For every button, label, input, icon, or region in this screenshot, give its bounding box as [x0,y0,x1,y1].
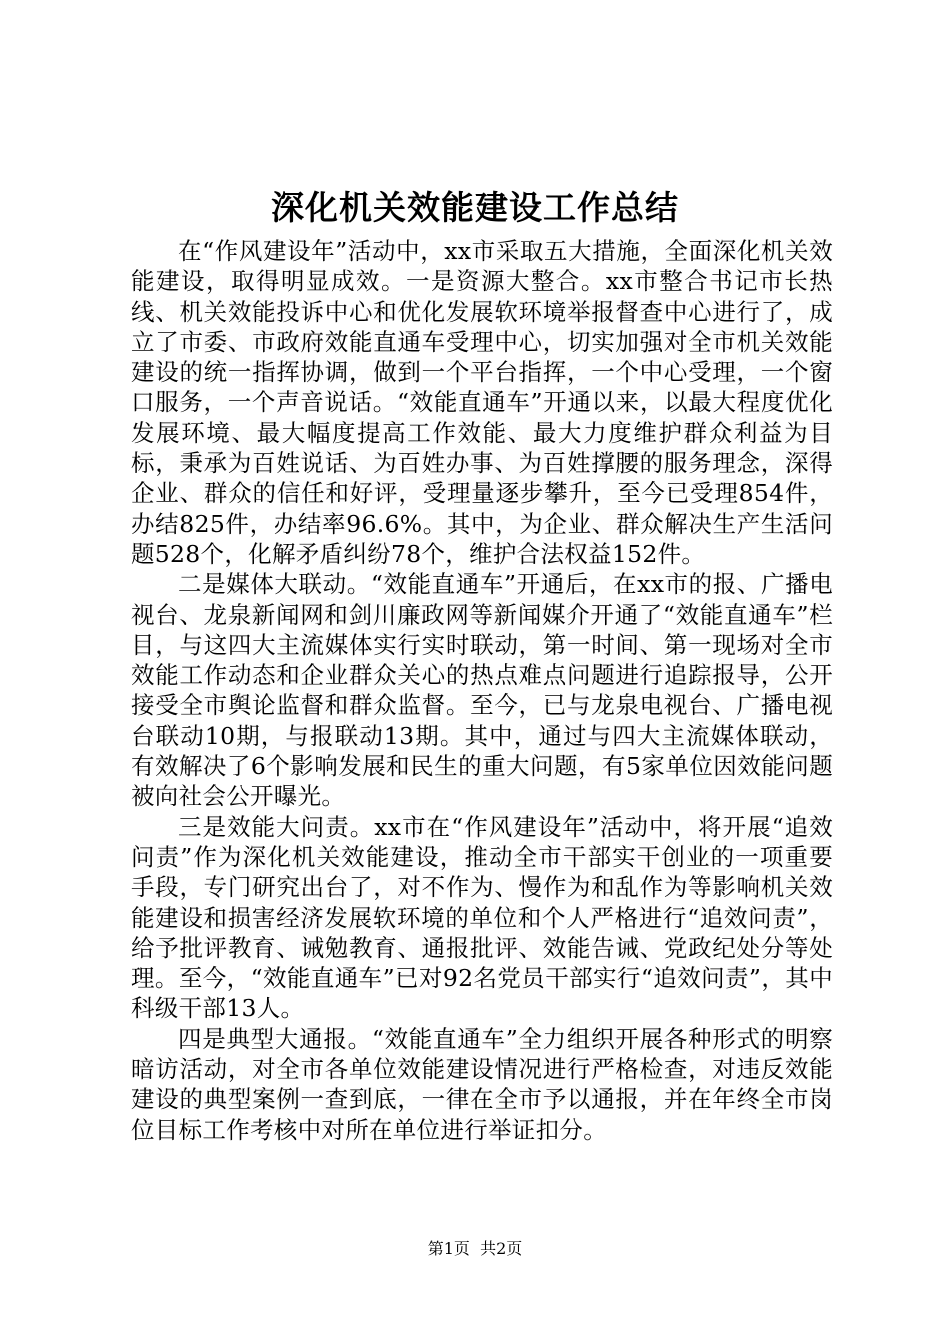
paragraph-4: 四是典型大通报。“效能直通车”全力组织开展各种形式的明察暗访活动，对全市各单位效能建设情况进行严格检查，对违反效能建设的典型案例一查到底，一律在全市予以通报，并在年终全市岗位目标工作考核中对所在单位进行举证扣分。 [131,1024,833,1144]
paragraph-3: 三是效能大问责。xx市在“作风建设年”活动中，将开展“追效问责”作为深化机关效能建设，推动全市干部实干创业的一项重要手段，专门研究出台了，对不作为、慢作为和乱作为等影响机关效能建设和损害经济发展软环境的单位和个人严格进行“追效问责”，给予批评教育、诫勉教育、通报批评、效能告诫、党政纪处分等处理。至今，“效能直通车”已对92名党员干部实行“追效问责”，其中科级干部13人。 [131,812,833,1023]
page-number-current: 第1页 [427,1239,470,1258]
document-body [131,236,833,1145]
page-number-total: 共2页 [480,1239,523,1258]
paragraph-1: 在“作风建设年”活动中，xx市采取五大措施，全面深化机关效能建设，取得明显成效。一是资源大整合。xx市整合书记市长热线、机关效能投诉中心和优化发展软环境举报督查中心进行了，成立了市委、市政府效能直通车受理中心，切实加强对全市机关效能建设的统一指挥协调，做到一个平台指挥，一个中心受理，一个窗口服务，一个声音说话。“效能直通车”开通以来，以最大程度优化发展环境、最大幅度提高工作效能、最大力度维护群众利益为目标，秉承为百姓说话、为百姓办事、为百姓撑腰的服务理念，深得企业、群众的信任和好评，受理量逐步攀升，至今已受理854件，办结825件，办结率96.6%。其中，为企业、群众解决生产生活问题528个，化解矛盾纠纷78个，维护合法权益152件。 [131,237,833,568]
page-footer [0,1238,950,1260]
document-title: 深化机关效能建设工作总结 [271,188,679,227]
paragraph-2: 二是媒体大联动。“效能直通车”开通后，在xx市的报、广播电视台、龙泉新闻网和剑川廉政网等新闻媒介开通了“效能直通车”栏目，与这四大主流媒体实行实时联动，第一时间、第一现场对全市效能工作动态和企业群众关心的热点难点问题进行追踪报导，公开接受全市舆论监督和群众监督。至今，已与龙泉电视台、广播电视台联动10期，与报联动13期。其中，通过与四大主流媒体联动，有效解决了6个影响发展和民生的重大问题，有5家单位因效能问题被向社会公开曝光。 [131,570,833,811]
footer-separator [470,1239,480,1258]
